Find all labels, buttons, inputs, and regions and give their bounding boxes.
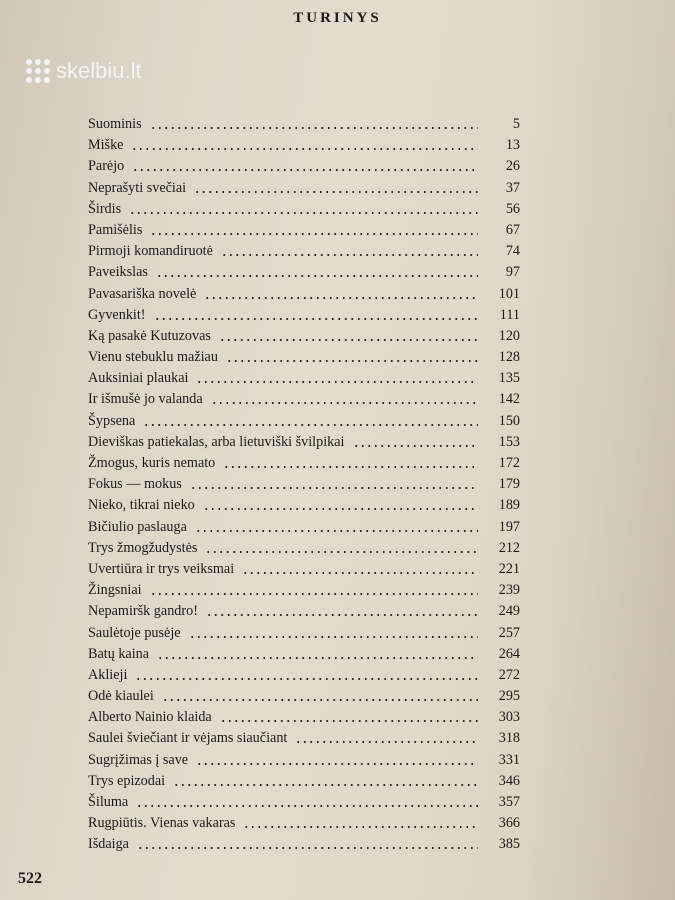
toc-entry-title: Uvertiūra ir trys veiksmai	[88, 560, 235, 577]
toc-entry-page: 212	[498, 539, 520, 556]
toc-entry	[88, 262, 520, 283]
toc-entry-page: 97	[505, 264, 520, 281]
toc-entry-page: 221	[498, 560, 520, 577]
toc-entry	[88, 389, 520, 410]
toc-entry	[88, 453, 520, 474]
dot-leader	[204, 297, 478, 299]
toc-entry-page: 172	[498, 455, 520, 471]
dot-leader	[353, 445, 478, 447]
dot-leader	[211, 402, 478, 404]
toc-entry	[88, 559, 520, 580]
dot-leader	[143, 424, 478, 426]
dot-leader	[150, 593, 478, 595]
toc-entry-title: Šiluma	[88, 794, 129, 810]
dot-leader	[173, 784, 478, 786]
toc-entry-page: 303	[498, 709, 520, 726]
toc-entry	[88, 368, 520, 389]
watermark-text: skelbiu.lt	[56, 58, 142, 83]
toc-entry-title: Išdaiga	[88, 836, 129, 853]
toc-entry	[88, 474, 520, 495]
dot-leader	[195, 530, 478, 532]
dot-leader	[242, 572, 478, 574]
toc-entry	[88, 601, 520, 622]
page-shadow	[525, 0, 675, 900]
dot-leader	[162, 699, 478, 701]
toc-entry-page: 357	[498, 794, 520, 810]
toc-entry-page: 5	[512, 116, 520, 132]
toc-entry	[88, 834, 520, 855]
toc-entry	[88, 199, 520, 220]
dot-leader	[154, 318, 478, 320]
dot-leader	[131, 148, 478, 150]
dot-leader	[190, 487, 478, 489]
toc-entry-title: Pamišėlis	[88, 221, 143, 238]
toc-entry-page: 366	[498, 815, 520, 832]
toc-entry-title: Rugpiūtis. Vienas vakaras	[88, 815, 236, 832]
dot-leader	[150, 127, 478, 129]
toc-entry	[88, 538, 520, 559]
watermark-dots-icon	[26, 59, 50, 83]
toc-entry	[88, 220, 520, 241]
toc-entry-title: Trys epizodai	[88, 772, 166, 789]
dot-leader	[206, 614, 478, 616]
dot-leader	[150, 233, 478, 235]
toc-entry	[88, 432, 520, 453]
toc-entry-title: Saulei šviečiant ir vėjams siaučiant	[88, 730, 288, 747]
dot-leader	[226, 360, 478, 362]
watermark-logo	[26, 58, 142, 84]
toc-entry-page: 67	[505, 221, 520, 238]
toc-entry-page: 150	[498, 412, 520, 429]
toc-entry-page: 153	[498, 433, 520, 450]
toc-entry-title: Batų kaina	[88, 645, 150, 662]
toc-entry-title: Parėjo	[88, 158, 125, 175]
toc-entry	[88, 707, 520, 728]
toc-entry	[88, 750, 520, 771]
toc-entry	[88, 813, 520, 834]
toc-entry-page: 111	[499, 306, 520, 323]
toc-entry-title: Aklieji	[88, 666, 128, 683]
toc-entry-title: Suominis	[88, 116, 142, 132]
dot-leader	[220, 720, 478, 722]
toc-entry-title: Odė kiaulei	[88, 688, 154, 705]
toc-entry-page: 295	[498, 688, 520, 705]
toc-entry-title: Ir išmušė jo valanda	[88, 391, 203, 408]
dot-leader	[129, 212, 478, 214]
toc-entry-page: 189	[498, 497, 520, 514]
toc-entry-page: 56	[505, 200, 520, 217]
toc-entry	[88, 411, 520, 432]
dot-leader	[132, 169, 478, 171]
toc-entry	[88, 623, 520, 644]
toc-entry-title: Saulėtoje pusėje	[88, 624, 181, 641]
dot-leader	[194, 191, 478, 193]
toc-entry-title: Nieko, tikrai nieko	[88, 497, 195, 514]
toc-entry-title: Dieviškas patiekalas, arba lietuviški švilpikai	[88, 433, 345, 450]
toc-entry-page: 120	[498, 327, 520, 344]
toc-entry-title: Nepamiršk gandro!	[88, 603, 198, 620]
toc-entry-page: 239	[498, 582, 520, 599]
dot-leader	[196, 763, 478, 765]
table-of-contents	[88, 114, 520, 856]
toc-entry-page: 13	[505, 137, 520, 154]
toc-entry	[88, 644, 520, 665]
dot-leader	[219, 339, 478, 341]
toc-entry-page: 142	[498, 391, 520, 408]
toc-entry-title: Ką pasakė Kutuzovas	[88, 327, 211, 344]
page-number: 522	[18, 870, 42, 887]
toc-entry	[88, 347, 520, 368]
dot-leader	[221, 254, 478, 256]
toc-entry-page: 318	[498, 730, 520, 747]
toc-entry-page: 179	[498, 476, 520, 493]
dot-leader	[196, 381, 478, 383]
dot-leader	[156, 275, 478, 277]
toc-entry	[88, 580, 520, 601]
toc-entry-page: 272	[498, 666, 520, 683]
toc-entry-page: 331	[498, 751, 520, 768]
dot-leader	[137, 847, 478, 849]
toc-entry-page: 257	[498, 624, 520, 641]
dot-leader	[157, 657, 478, 659]
toc-entry	[88, 135, 520, 156]
toc-entry-title: Alberto Nainio klaida	[88, 709, 212, 726]
toc-entry-page: 135	[498, 370, 520, 387]
dot-leader	[203, 508, 478, 510]
dot-leader	[223, 466, 478, 468]
toc-entry-title: Bičiulio paslauga	[88, 518, 187, 535]
dot-leader	[243, 826, 478, 828]
toc-entry-page: 26	[505, 158, 520, 175]
toc-entry	[88, 728, 520, 749]
toc-entry-title: Neprašyti svečiai	[88, 179, 187, 196]
toc-entry	[88, 686, 520, 707]
page-title: TURINYS	[293, 10, 382, 26]
toc-entry-page: 101	[498, 285, 520, 302]
toc-entry	[88, 114, 520, 135]
toc-entry	[88, 241, 520, 262]
toc-entry-title: Pirmoji komandiruotė	[88, 243, 213, 260]
toc-entry	[88, 665, 520, 686]
toc-entry	[88, 178, 520, 199]
dot-leader	[295, 741, 478, 743]
toc-entry-title: Vienu stebuklu mažiau	[88, 349, 218, 366]
toc-entry	[88, 792, 520, 813]
toc-entry-title: Paveikslas	[88, 264, 148, 281]
toc-entry	[88, 326, 520, 347]
toc-entry-title: Trys žmogžudystės	[88, 539, 198, 556]
toc-entry-title: Žingsniai	[88, 582, 142, 599]
dot-leader	[189, 636, 478, 638]
toc-entry	[88, 495, 520, 516]
toc-entry-page: 37	[505, 179, 520, 196]
toc-entry-page: 74	[505, 243, 520, 260]
toc-entry-title: Žmogus, kuris nemato	[88, 455, 216, 471]
toc-entry-page: 249	[498, 603, 520, 620]
toc-entry	[88, 305, 520, 326]
toc-entry-title: Gyvenkit!	[88, 306, 146, 323]
toc-entry-page: 197	[498, 518, 520, 535]
dot-leader	[205, 551, 478, 553]
toc-entry-page: 128	[498, 349, 520, 366]
toc-entry-title: Fokus — mokus	[88, 476, 182, 493]
toc-entry	[88, 156, 520, 177]
toc-entry-page: 346	[498, 772, 520, 789]
toc-entry-title: Miške	[88, 137, 124, 154]
toc-entry-title: Šypsena	[88, 412, 136, 429]
dot-leader	[136, 805, 478, 807]
toc-entry-page: 385	[498, 836, 520, 853]
toc-entry-title: Sugrįžimas į save	[88, 751, 189, 768]
toc-entry-title: Pavasariška novelė	[88, 285, 197, 302]
toc-entry	[88, 771, 520, 792]
dot-leader	[135, 678, 478, 680]
toc-entry	[88, 517, 520, 538]
toc-entry-title: Širdis	[88, 200, 122, 217]
toc-entry	[88, 284, 520, 305]
toc-entry-page: 264	[498, 645, 520, 662]
toc-entry-title: Auksiniai plaukai	[88, 370, 189, 387]
